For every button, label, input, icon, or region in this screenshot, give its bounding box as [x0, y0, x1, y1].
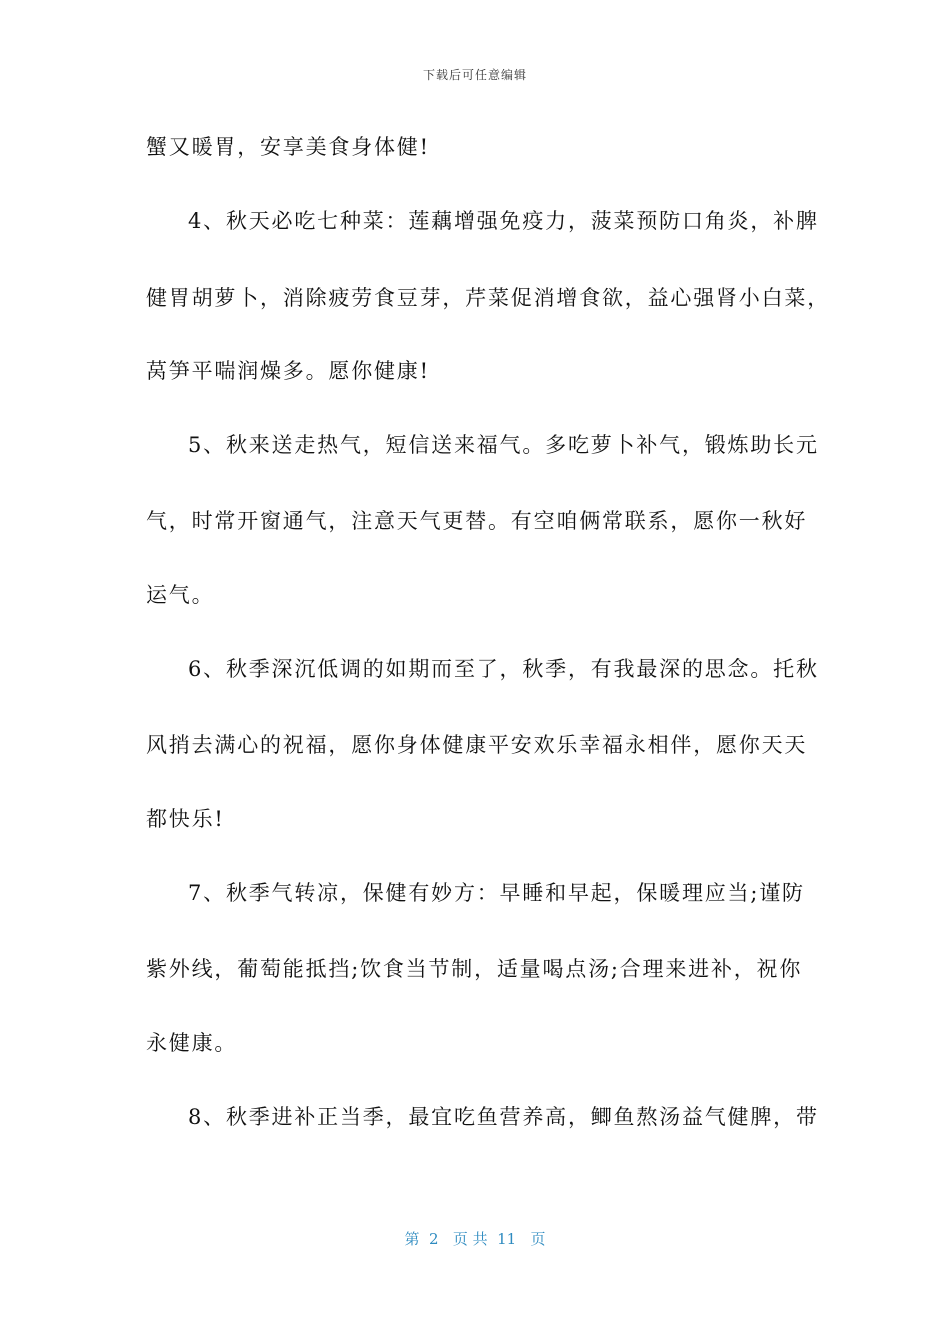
page-header: 下载后可任意编辑: [422, 68, 527, 82]
text-line: 蟹又暖胃，安享美食身体健!: [146, 135, 430, 159]
text-line: 4、秋天必吃七种菜：莲藕增强免疫力，菠菜预防口角炎，补脾: [188, 209, 819, 233]
text-line: 8、秋季进补正当季，最宜吃鱼营养高，鲫鱼熬汤益气健脾，带: [188, 1105, 819, 1129]
text-line: 永健康。: [146, 1031, 238, 1055]
text-line: 运气。: [146, 583, 215, 607]
text-line: 健胃胡萝卜，消除疲劳食豆芽，芹菜促消增食欲，益心强肾小白菜，: [146, 286, 830, 310]
text-line: 莴笋平喘润燥多。愿你健康!: [146, 359, 430, 383]
text-line: 5、秋来送走热气，短信送来福气。多吃萝卜补气，锻炼助长元: [188, 433, 819, 457]
text-line: 气，时常开窗通气，注意天气更替。有空咱俩常联系，愿你一秋好: [146, 509, 808, 533]
text-line: 紫外线，葡萄能抵挡;饮食当节制，适量喝点汤;合理来进补，祝你: [146, 957, 803, 981]
text-line: 6、秋季深沉低调的如期而至了，秋季，有我最深的思念。托秋: [188, 657, 819, 681]
text-line: 7、秋季气转凉，保健有妙方：早睡和早起，保暖理应当;谨防: [188, 881, 805, 905]
text-line: 风捎去满心的祝福，愿你身体健康平安欢乐幸福永相伴，愿你天天: [146, 733, 808, 757]
text-line: 都快乐!: [146, 807, 225, 831]
page-number-footer: 第 2 页 共 11 页: [404, 1230, 546, 1248]
